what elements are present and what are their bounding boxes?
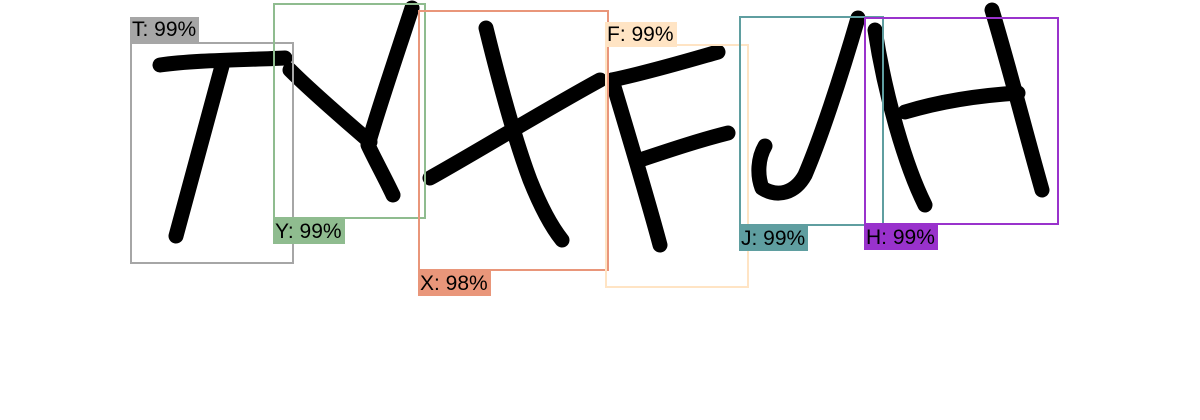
detection-box-F: [605, 44, 749, 288]
detection-label-J: J: 99%: [739, 226, 808, 251]
detection-box-H: [864, 17, 1059, 225]
detection-box-X: [418, 10, 609, 271]
detection-label-H: H: 99%: [864, 225, 938, 250]
detection-label-T: T: 99%: [130, 17, 199, 42]
detection-box-J: [739, 16, 884, 226]
detection-box-T: [130, 42, 294, 264]
detection-box-Y: [273, 3, 426, 219]
detection-label-X: X: 98%: [418, 271, 491, 296]
detection-label-Y: Y: 99%: [273, 219, 345, 244]
detection-label-F: F: 99%: [605, 22, 677, 47]
